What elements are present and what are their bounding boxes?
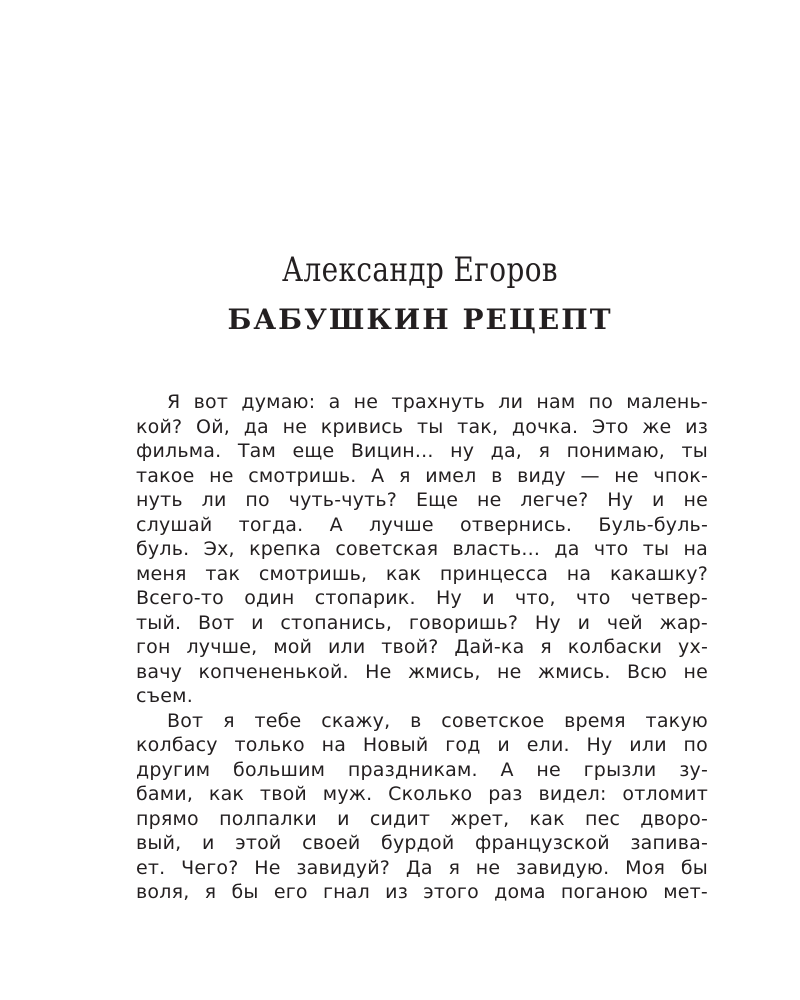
text-line: прямо полпалки и сидит жрет, как пес дворо- <box>136 807 708 830</box>
story-title: БАБУШКИН РЕЦЕПТ <box>227 303 613 336</box>
text-line: бами, как твой муж. Сколько раз видел: отломит <box>136 783 708 805</box>
text-line: нуть ли по чуть-чуть? Еще не легче? Ну и не <box>136 489 708 511</box>
text-line: тый. Вот и стопанись, говоришь? Ну и чей жар- <box>136 611 708 634</box>
author-name: Александр Егоров <box>281 250 559 290</box>
text-line: Всего-то один стопарик. Ну и что, что четвер- <box>136 587 708 609</box>
story-text <box>136 390 708 905</box>
text-line: такое не смотришь. А я имел в виду — не чпок- <box>136 464 708 487</box>
text-line: съем. <box>136 685 193 707</box>
text-line: Вот я тебе скажу, в советское время такую <box>167 709 708 732</box>
text-line: слушай тогда. А лучше отвернись. Буль-буль- <box>136 513 708 536</box>
text-line: фильма. Там еще Вицин... ну да, я понимаю, ты <box>136 440 708 462</box>
text-line: вачу копчененькой. Не жмись, не жмись. Всю не <box>136 660 708 683</box>
text-line: кой? Ой, да не кривись ты так, дочка. Это же из <box>136 415 708 438</box>
text-line: другим большим праздникам. А не грызли зу- <box>136 758 708 781</box>
text-line: меня так смотришь, как принцесса на какашку? <box>136 562 708 585</box>
text-line: гон лучше, мой или твой? Дай-ка я колбаски ух- <box>136 636 708 658</box>
text-line: вый, и этой своей бурдой французской запива- <box>136 832 708 854</box>
text-line: Я вот думаю: а не трахнуть ли нам по малень- <box>167 391 708 413</box>
text-line: ет. Чего? Не завидуй? Да я не завидую. Моя бы <box>136 856 708 879</box>
text-line: воля, я бы его гнал из этого дома поганою мет- <box>136 881 708 903</box>
text-line: буль. Эх, крепка советская власть... да что ты на <box>136 538 708 560</box>
text-line: колбасу только на Новый год и ели. Ну или по <box>136 734 708 756</box>
